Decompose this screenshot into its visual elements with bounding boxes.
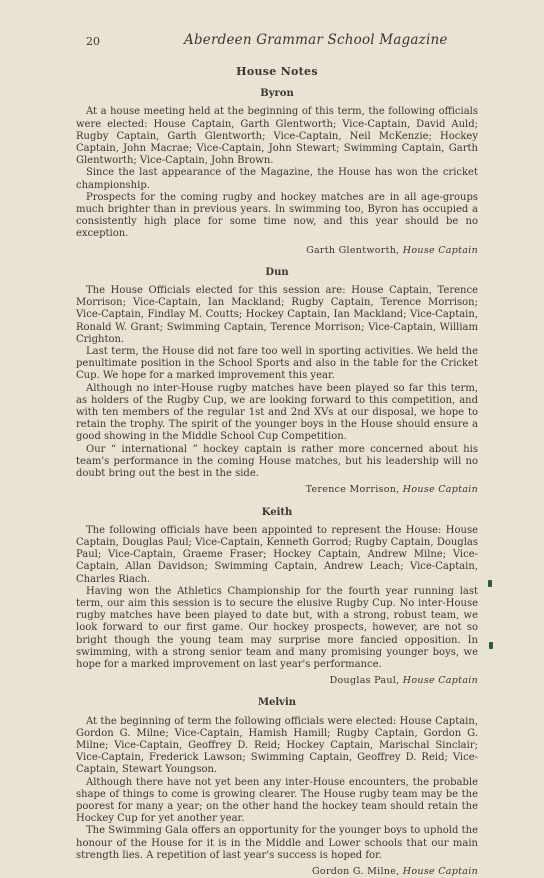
signature-name: Terence Morrison [305,484,397,496]
paragraph: Our “ international ” hockey captain is rather more concerned about his team's performance in the coming House matches, but his leadership will no doubt bring out the best in the side. [76,443,478,480]
paragraph: Although no inter-House rugby matches have been played so far this term, as holders of the Rugby Cup, we are looking forward to this competition, and with ten members of the regular 1st and 2nd XVs at our disposal, we hope to retain the trophy. The spirit of the younger boys in the House should ensure a good showing in the Middle School Cup Competition. [76,382,478,443]
signature-role: House Captain [402,484,478,496]
signature: Terence Morrison, House Captain [305,484,478,496]
paragraph: The House Officials elected for this session are: House Captain, Terence Morrison; Vice-Captain, Ian Mackland; Rugby Captain, Terence Morrison; Vice-Captain, Findlay M. Coutts; Hockey Captain, Ian Mackland; Vice-Captain, Ronald W. Grant; Swimming Captain, Terence Morrison; Vice-Captain, William Crighton. [76,285,478,345]
signature-name: Garth Glentworth [306,244,397,256]
signature-name: Gordon G. Milne [312,865,397,877]
signature-name: Douglas Paul [329,675,397,687]
house-title: Dun [265,266,289,278]
paragraph: The following officials have been appointed to represent the House: House Captain, Douglas Paul; Vice-Captain, Kenneth Gorrod; Rugby Captain, Douglas Paul; Vice-Captain, Graeme Fraser; Hockey Captain, Andrew Milne; Vice-Captain, Allan Davidson; Swimming Captain, Andrew Leach; Vice-Captain, Charles Riach. [76,524,478,585]
section-title: House Notes [236,65,318,78]
paragraph: Last term, the House did not fare too well in sporting activities. We held the penultimate position in the School Sports and also in the table for the Cricket Cup. We hope for a marked improvement this year. [76,346,478,382]
paragraph: Having won the Athletics Championship for the fourth year running last term, our aim this session is to secure the elusive Rugby Cup. No inter-House rugby matches have been played to date but, with a strong, robust team, we look forward to our first game. Our hockey prospects, however, are not so bright though the young team may surprise more fancied opposition. In swimming, with a strong senior team and many promising younger boys, we hope for a marked improvement on last year's performance. [76,585,478,670]
paragraph: The Swimming Gala offers an opportunity for the younger boys to uphold the honour of the House for it is in the Middle and Lower schools that our main strength lies. A repetition of last year's success is hoped for. [76,825,478,861]
paragraph: At a house meeting held at the beginning of this term, the following officials were elected: House Captain, Garth Glentworth; Vice-Captain, David Auld; Rugby Captain, Garth Glentworth; Vice-Captain, Neil McKenzie; Hockey Captain, John Macrae; Vice-Captain, John Stewart; Swimming Captain, Garth Glentworth; Vice-Captain, John Brown. [76,106,478,167]
signature: Douglas Paul, House Captain [329,675,478,687]
paragraph: Although there have not yet been any inter-House encounters, the probable shape of things to come is growing clearer. The House rugby team may be the poorest for many a year; on the other hand the hockey team should retain the Hockey Cup for yet another year. [76,776,478,825]
magazine-title: Aberdeen Grammar School Magazine [184,32,448,48]
page-number: 20 [86,35,100,48]
house-section-melvin [76,697,478,878]
signature: Gordon G. Milne, House Captain [312,865,478,877]
signature: Garth Glentworth, House Captain [306,244,478,256]
signature-role: House Captain [402,675,478,687]
paragraph: Prospects for the coming rugby and hockey matches are in all age-groups much brighter than in previous years. In swimming too, Byron has occupied a consistently high place for some time now, and this year should be no exception. [76,191,478,240]
house-title: Keith [261,506,293,518]
house-section-dun [76,267,478,497]
house-section-byron [76,88,478,257]
ink-speck [488,580,492,587]
signature-role: House Captain [402,865,478,877]
paragraph: At the beginning of term the following officials were elected: House Captain, Gordon G. Milne; Vice-Captain, Hamish Hamill; Rugby Captain, Gordon G. Milne; Vice-Captain, Geoffrey D. Reid; Hockey Captain, Marischal Sinclair; Vice-Captain, Frederick Lawson; Swimming Captain, Geoffrey D. Reid; Vice-Captain, Stewart Youngson. [76,715,478,776]
signature-role: House Captain [402,244,478,256]
ink-speck [489,642,493,649]
house-title: Melvin [257,697,297,709]
paragraph: Since the last appearance of the Magazine, the House has won the cricket championship. [76,167,478,191]
house-title: Byron [260,88,294,100]
running-head [76,32,478,54]
house-section-keith [76,507,478,688]
